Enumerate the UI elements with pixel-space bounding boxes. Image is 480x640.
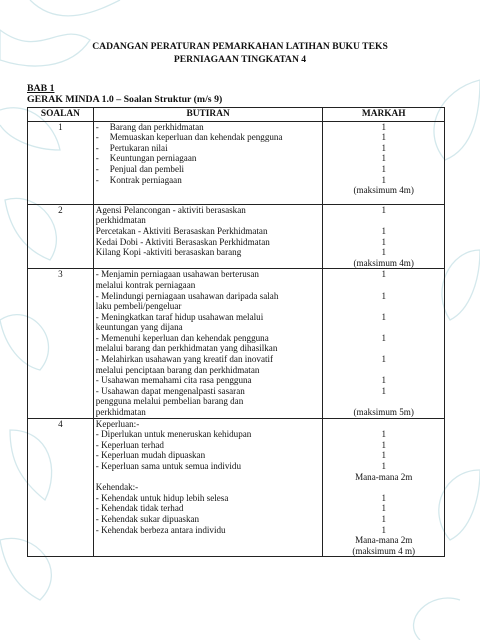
marks: 1 1 1 1 1 1 1 (maksimum 5m): [323, 269, 445, 418]
list-item: - Pertukaran nilai: [95, 142, 168, 153]
list-item: - Kontrak perniagaan: [95, 174, 182, 185]
chapter-label: BAB 1: [27, 83, 55, 94]
marks: 1 1 1 1 1 1 (maksimum 4m): [323, 121, 445, 204]
question-number: 2: [28, 204, 94, 269]
header-butiran: BUTIRAN: [93, 108, 323, 122]
marking-scheme-table: [27, 107, 445, 557]
answer-details: - Menjamin perniagaan usahawan berterusan melalui kontrak perniagaan - Melindungi perniagaan usahawan daripada salah laku pembeli/pengeluar - Meningkatkan taraf hidup usahawan melalui keuntungan yang dijana - Memenuhi keperluan dan kehendak pengguna melalui barang dan perkhidmatan yang dihasilkan - Melahirkan usahawan yang kreatif dan inovatif melalui penciptaan barang dan perkhidmatan - Usahawan memahami cita rasa pengguna - Usahawan dapat mengenalpasti sasaran pengguna melalui pembelian barang dan perkhidmatan: [93, 269, 323, 418]
title-line-1: CADANGAN PERATURAN PEMARKAHAN LATIHAN BUKU TEKS: [92, 41, 388, 52]
answer-details: Keperluan:- - Diperlukan untuk meneruskan kehidupan - Keperluan terhad - Keperluan mudah dipuaskan - Keperluan sama untuk semua individu Kehendak:- - Kehendak untuk hidup lebih selesa - Kehendak tidak terhad - Kehendak sukar dipuaskan - Kehendak berbeza antara individu: [93, 418, 323, 557]
document-title: [40, 40, 440, 66]
table-header-row: [28, 108, 445, 122]
answer-details: [93, 121, 323, 204]
table-row: [28, 204, 445, 269]
marks: 1 1 1 1 Mana-mana 2m 1 1 1 1 Mana-mana 2m (maksimum 4 m): [323, 418, 445, 557]
list-item: - Keuntungan perniagaan: [95, 153, 197, 164]
table-row: [28, 418, 445, 557]
question-number: 1: [28, 121, 94, 204]
marks: 1 1 1 1 (maksimum 4m): [323, 204, 445, 269]
section-heading: GERAK MINDA 1.0 – Soalan Struktur (m/s 9): [27, 94, 223, 105]
table-row: [28, 269, 445, 418]
answer-details: Agensi Pelancongan - aktiviti berasaskan perkhidmatan Percetakan - Aktiviti Berasaskan Perkhidmatan Kedai Dobi - Aktiviti Berasaskan Perkhidmatan Kilang Kopi -aktiviti berasaskan barang: [93, 204, 323, 269]
table-row: [28, 121, 445, 204]
question-number: 4: [28, 418, 94, 557]
title-line-2: PERNIAGAAN TINGKATAN 4: [173, 54, 307, 65]
header-soalan: SOALAN: [28, 108, 94, 122]
header-markah: MARKAH: [323, 108, 445, 122]
list-item: - Penjual dan pembeli: [95, 163, 185, 174]
question-number: 3: [28, 269, 94, 418]
list-item: - Barang dan perkhidmatan: [95, 121, 204, 132]
list-item: - Memuaskan keperluan dan kehendak pengguna: [95, 132, 283, 143]
